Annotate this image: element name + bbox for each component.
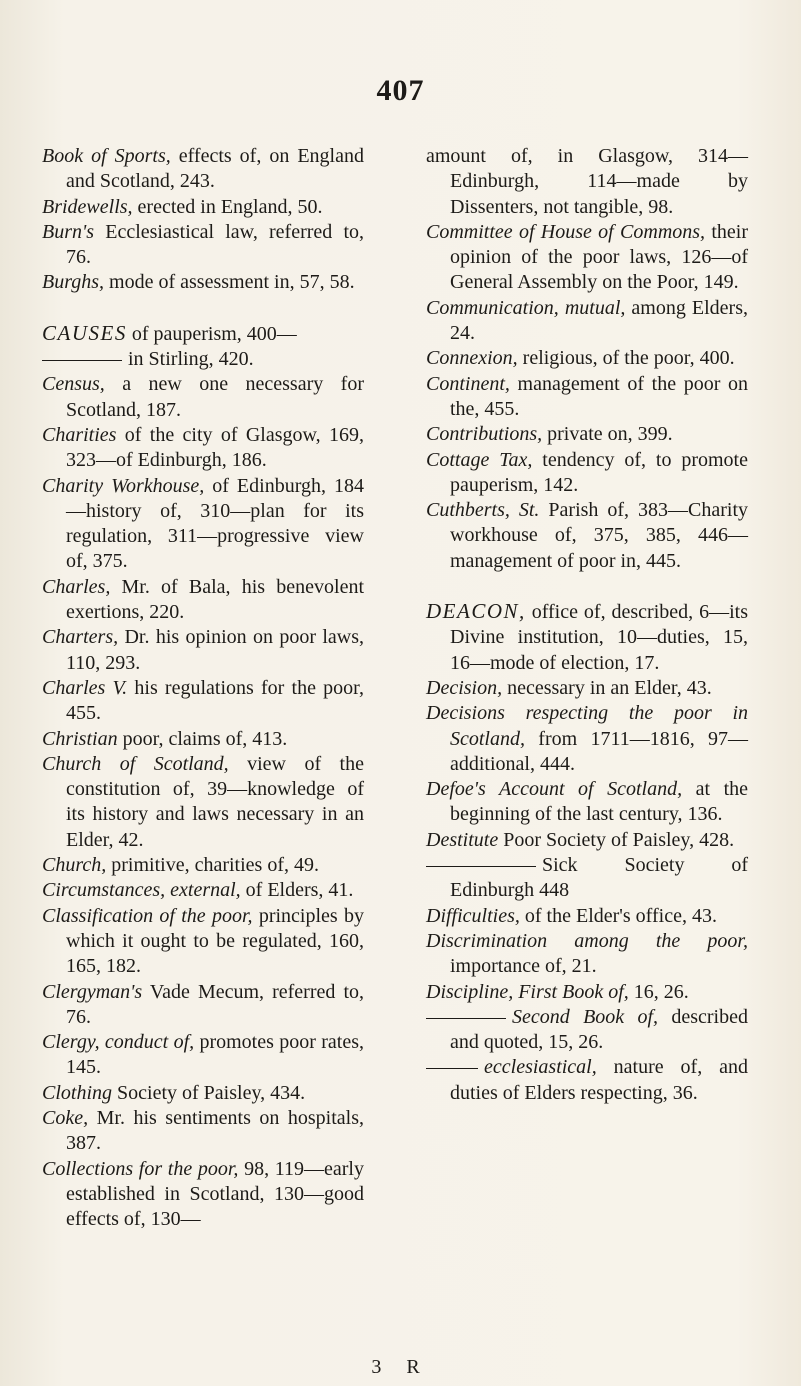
index-entry	[42, 195, 364, 220]
index-entry	[426, 144, 748, 220]
entry-heading: Clothing	[42, 1081, 113, 1104]
index-entry	[426, 853, 748, 904]
index-entry	[42, 625, 364, 676]
index-entry	[426, 448, 748, 499]
index-entry	[426, 220, 748, 296]
ditto-dash	[426, 1068, 478, 1069]
entry-text: erected in England, 50.	[132, 195, 323, 218]
entry-heading: Committee of House of Commons,	[426, 220, 706, 243]
entry-heading: Second Book of,	[512, 1005, 659, 1028]
index-entry	[42, 878, 364, 903]
entry-text: effects of, on England and Scotland, 243.	[66, 145, 364, 193]
index-entry	[42, 372, 364, 423]
entry-heading: Burghs,	[42, 271, 105, 294]
entry-heading: Christian	[42, 727, 118, 750]
entry-text: in Stirling, 420.	[128, 348, 254, 371]
index-entry	[426, 929, 748, 980]
entry-heading: Continent,	[426, 372, 510, 395]
index-entry	[426, 904, 748, 929]
index-entry	[426, 1055, 748, 1106]
entry-text: principles by which it ought to be regulated, 160, 165, 182.	[66, 904, 364, 978]
index-entry	[426, 372, 748, 423]
entry-heading: Connexion,	[426, 347, 518, 370]
index-entry	[42, 1106, 364, 1157]
entry-text: at the beginning of the last century, 136.	[450, 778, 748, 826]
ditto-dash	[426, 866, 536, 867]
entry-heading: Census,	[42, 373, 105, 396]
entry-heading: CAUSES	[42, 320, 127, 345]
entry-text: of the Elder's office, 43.	[519, 904, 717, 927]
entry-heading: Burn's	[42, 220, 95, 243]
entry-heading: Contributions,	[426, 423, 543, 446]
index-entry	[42, 347, 364, 372]
entry-heading: Church of Scotland,	[42, 752, 229, 775]
entry-heading: Difficulties,	[426, 904, 520, 927]
entry-text: amount of, in Glasgow, 314—Edinburgh, 114—made by Dissenters, not tangible, 98.	[426, 145, 748, 218]
entry-text: Vade Mecum, referred to, 76.	[66, 980, 364, 1028]
entry-text: his regulations for the poor, 455.	[66, 676, 364, 725]
entry-heading: Collections for the poor,	[42, 1157, 239, 1180]
index-entry	[426, 828, 748, 853]
entry-text: Mr. of Bala, his benevolent exertions, 220.	[66, 575, 364, 624]
entry-text: importance of, 21.	[450, 955, 597, 978]
entry-text: 16, 26.	[628, 980, 689, 1003]
entry-text: Poor Society of Paisley, 428.	[498, 828, 735, 851]
entry-text: of Edinburgh, 184—history of, 310—plan for its regulation, 311—progressive view of, 375.	[66, 474, 364, 573]
entry-text: a new one necessary for Scotland, 187.	[66, 373, 364, 421]
index-entry	[42, 676, 364, 727]
index-column-left	[42, 144, 364, 1232]
entry-heading: Discipline, First Book of,	[426, 980, 629, 1003]
entry-text: 98, 119—early established in Scotland, 130—good effects of, 130—	[66, 1157, 364, 1231]
entry-text: Dr. his opinion on poor laws, 110, 293.	[66, 626, 364, 674]
index-entry	[426, 346, 748, 371]
entry-text: of the city of Glasgow, 169, 323—of Edinburgh, 186.	[66, 423, 364, 472]
entry-text: view of the constitution of, 39—knowledge of its history and laws necessary in an Elder, 42.	[66, 752, 364, 851]
page-number: 407	[376, 74, 425, 107]
entry-text: private on, 399.	[542, 423, 673, 446]
entry-heading: ecclesiastical,	[484, 1056, 597, 1079]
entry-heading: Charities	[42, 423, 117, 446]
index-column-right	[426, 144, 748, 1106]
index-entry	[42, 752, 364, 853]
index-entry	[426, 701, 748, 777]
entry-heading: Clergy, conduct of,	[42, 1031, 195, 1054]
index-entry	[426, 498, 748, 574]
entry-heading: Clergyman's	[42, 980, 143, 1003]
entry-text: necessary in an Elder, 43.	[502, 676, 712, 699]
entry-heading: Decisions respecting the poor in Scotland,	[426, 702, 748, 750]
entry-heading: Cuthberts, St.	[426, 499, 540, 522]
entry-heading: Decision,	[426, 676, 503, 699]
entry-text: Society of Paisley, 434.	[112, 1081, 306, 1104]
entry-text: nature of, and duties of Elders respecting, 36.	[450, 1056, 748, 1104]
index-entry	[42, 1081, 364, 1106]
entry-heading: Charles V.	[42, 676, 128, 699]
entry-heading: Charles,	[42, 575, 111, 598]
entry-text: Ecclesiastical law, referred to, 76.	[66, 220, 364, 269]
entry-heading: Defoe's Account of Scotland,	[426, 778, 683, 801]
entry-text: described and quoted, 15, 26.	[450, 1005, 748, 1054]
entry-text: management of the poor on the, 455.	[450, 372, 748, 420]
entry-text: of Elders, 41.	[240, 879, 354, 902]
entry-text: primitive, charities of, 49.	[106, 854, 319, 877]
index-entry	[42, 904, 364, 980]
index-entry	[426, 296, 748, 347]
entry-text: Mr. his sentiments on hospitals, 387.	[66, 1106, 364, 1155]
entry-text: tendency of, to promote pauperism, 142.	[450, 448, 748, 496]
entry-text: mode of assessment in, 57, 58.	[104, 271, 355, 294]
entry-heading: Charters,	[42, 626, 119, 649]
entry-heading: Church,	[42, 854, 107, 877]
entry-heading: Circumstances, external,	[42, 879, 241, 902]
entry-text: Sick Society of Edinburgh 448	[450, 854, 748, 902]
entry-heading: Bridewells,	[42, 195, 133, 218]
entry-text: office of, described, 6—its Divine institution, 10—duties, 15, 16—mode of election, 17.	[450, 601, 748, 674]
index-entry	[42, 1157, 364, 1233]
entry-heading: Communication, mutual,	[426, 296, 626, 319]
index-entry	[42, 321, 364, 347]
entry-text: Parish of, 383—Charity workhouse of, 375, 385, 446—management of poor in, 445.	[450, 499, 749, 572]
index-entry	[426, 676, 748, 701]
index-entry	[42, 270, 364, 295]
entry-heading: Classification of the poor,	[42, 904, 253, 927]
index-entry	[42, 575, 364, 626]
index-entry	[426, 1005, 748, 1056]
signature-mark: 3 R	[371, 1356, 430, 1378]
entry-heading: Destitute	[426, 828, 499, 851]
entry-text: poor, claims of, 413.	[117, 727, 288, 750]
entry-text: of pauperism, 400—	[126, 322, 297, 345]
index-entry	[42, 980, 364, 1031]
index-entry	[42, 727, 364, 752]
entry-text: among Elders, 24.	[450, 296, 748, 345]
entry-text: religious, of the poor, 400.	[517, 347, 735, 370]
index-entry	[426, 777, 748, 828]
entry-text: promotes poor rates, 145.	[66, 1031, 364, 1079]
entry-heading: Cottage Tax,	[426, 448, 533, 471]
index-entry	[42, 220, 364, 271]
index-entry	[42, 474, 364, 575]
index-entry	[42, 423, 364, 474]
entry-heading: Book of Sports,	[42, 145, 171, 167]
index-entry	[426, 422, 748, 447]
index-entry	[42, 1030, 364, 1081]
entry-heading: Discrimination among the poor,	[426, 929, 748, 952]
entry-heading: Charity Workhouse,	[42, 474, 205, 497]
entry-heading: DEACON,	[426, 599, 526, 624]
ditto-dash	[42, 360, 122, 361]
entry-text: from 1711—1816, 97—additional, 444.	[450, 727, 748, 775]
index-entry	[426, 599, 748, 676]
entry-heading: Coke,	[42, 1106, 89, 1129]
index-entry	[42, 144, 364, 195]
entry-text: their opinion of the poor laws, 126—of General Assembly on the Poor, 149.	[450, 220, 748, 294]
index-entry	[426, 980, 748, 1005]
ditto-dash	[426, 1018, 506, 1019]
index-entry	[42, 853, 364, 878]
